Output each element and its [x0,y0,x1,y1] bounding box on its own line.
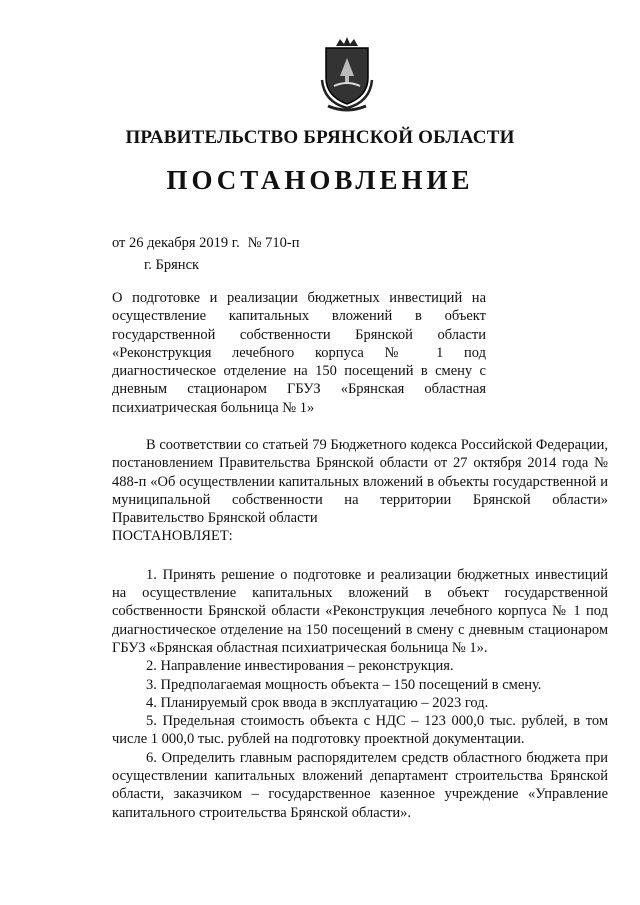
coat-of-arms-icon [316,36,378,112]
list-item: 2. Направление инвестирования – реконструкция. [146,658,454,675]
document-body [112,436,608,822]
document-type-title: ПОСТАНОВЛЕНИЕ [166,165,474,195]
list-item: 5. Предельная стоимость объекта с НДС – 123 000,0 тыс. рублей, в том числе 1 000,0 тыс. рублей на подготовку проектной документации. [112,713,608,748]
list-item: 3. Предполагаемая мощность объекта – 150 посещений в смену. [146,676,542,693]
list-item: 1. Принять решение о подготовке и реализации бюджетных инвестиций на осуществление капитальных вложений в объект государственной собственности Брянской области «Реконструкция лечебного корпуса № 1 под диагностическое отделение на 150 посещений в смену с дневным стационаром ГБУЗ «Брянская областная психиатрическая больница № 1». [112,566,608,656]
document-date: от 26 декабря 2019 г. [112,235,240,251]
date-number-line [112,235,300,252]
government-name: ПРАВИТЕЛЬСТВО БРЯНСКОЙ ОБЛАСТИ [125,127,515,148]
document-number: № 710-п [247,235,300,251]
list-item: 4. Планируемый срок ввода в эксплуатацию – 2023 год. [146,694,489,711]
resolves-heading: ПОСТАНОВЛЯЕТ: [112,528,233,545]
document-city: г. Брянск [144,257,200,273]
preamble-paragraph: В соответствии со статьей 79 Бюджетного кодекса Российской Федерации, постановлением Правительства Брянской области от 27 октября 2014 года № 488-п «Об осуществлении капитальных вложений в объекты государственной и муниципальной собственности на территории Брянской области» Правительство Брянской области [112,437,608,527]
document-subject: О подготовке и реализации бюджетных инвестиций на осуществление капитальных вложений в объект государственной собственности Брянской области «Реконструкция лечебного корпуса № 1 под диагностическое отделение на 150 посещений в смену с дневным стационаром ГБУЗ «Брянская областная психиатрическая больница № 1» [112,290,486,416]
list-item: 6. Определить главным распорядителем средств областного бюджета при осуществлении капитальных вложений департамент строительства Брянской области, заказчиком – государственное казенное учреждение «Управление капитального строительства Брянской области». [112,749,608,821]
